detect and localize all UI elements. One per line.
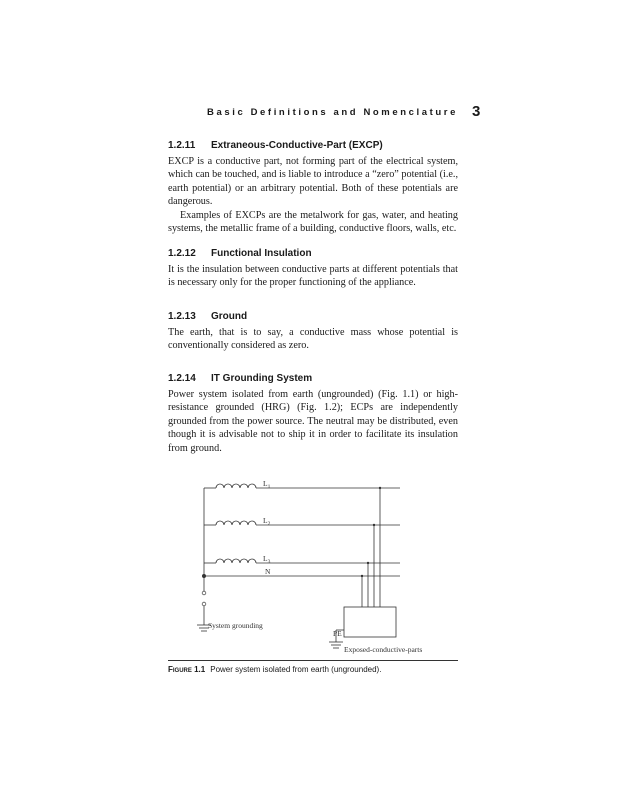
load-box — [344, 607, 396, 637]
paragraph: It is the insulation between conductive parts at different potentials that is necessary only for the proper functioning of the appliance. — [168, 264, 458, 289]
label-n: N — [265, 567, 271, 576]
label-exposed-conductive-parts: Exposed-conductive-parts — [344, 645, 423, 654]
paragraph: The earth, that is to say, a conductive mass whose potential is conventionally considered as zero. — [168, 327, 458, 352]
section-heading — [168, 140, 458, 151]
l3-coil — [216, 559, 256, 563]
paragraph: EXCP is a conductive part, not forming part of the electrical system, which can be touched, and is liable to introduce a “zero” potential (i.e., earth potential) or an arbitrary potential. Both of these potentials are dangerous. — [168, 156, 458, 208]
section-title: IT Grounding System — [211, 373, 313, 384]
running-header: Basic Definitions and Nomenclature — [207, 107, 458, 118]
node-n — [361, 575, 363, 577]
node-l2 — [373, 524, 375, 526]
section-1-2-12 — [168, 248, 458, 290]
section-title: Ground — [211, 311, 248, 322]
node-l1 — [379, 487, 381, 489]
figure-1-1 — [168, 470, 458, 660]
section-heading — [168, 311, 458, 322]
section-1-2-13 — [168, 311, 458, 353]
section-1-2-11 — [168, 140, 458, 235]
label-system-grounding: System grounding — [208, 621, 263, 630]
caption-label: Figure 1.1 — [168, 665, 206, 674]
section-heading — [168, 373, 458, 384]
label-l1-sub: 1 — [267, 484, 271, 490]
label-l2-sub: 2 — [267, 521, 271, 527]
section-1-2-14 — [168, 373, 458, 455]
caption-rule — [168, 660, 458, 661]
section-number: 1.2.14 — [168, 373, 196, 384]
label-l2-letter: L — [263, 516, 268, 525]
it-system-diagram — [168, 470, 458, 660]
label-pe: PE — [333, 629, 342, 638]
label-l3-sub: 3 — [267, 559, 271, 565]
page-number: 3 — [472, 103, 481, 120]
l1-coil — [216, 484, 256, 488]
caption-text: Power system isolated from earth (ungrounded). — [210, 665, 382, 674]
section-number: 1.2.12 — [168, 248, 196, 259]
open-terminal-lower — [202, 602, 206, 606]
open-terminal-upper — [202, 591, 206, 595]
section-heading — [168, 248, 458, 259]
paragraph: Power system isolated from earth (ungrounded) (Fig. 1.1) or high-resistance grounded (HRG) (Fig. 1.2); ECPs are independently grounded from the power source. The neutral may be distributed, even though it is advisable not to ship it in order to facilitate its insulation from ground. — [168, 389, 458, 454]
section-title: Extraneous-Conductive-Part (EXCP) — [211, 140, 383, 151]
section-title: Functional Insulation — [211, 248, 312, 259]
l2-coil — [216, 521, 256, 525]
label-l3-letter: L — [263, 554, 268, 563]
section-number: 1.2.13 — [168, 311, 196, 322]
node-l3 — [367, 562, 369, 564]
section-number: 1.2.11 — [168, 140, 196, 151]
figure-caption — [168, 665, 381, 674]
star-node — [202, 574, 206, 578]
paragraph: Examples of EXCPs are the metalwork for gas, water, and heating systems, the metallic frame of a building, conductive floors, walls, etc. — [168, 209, 458, 235]
label-l1-letter: L — [263, 479, 268, 488]
